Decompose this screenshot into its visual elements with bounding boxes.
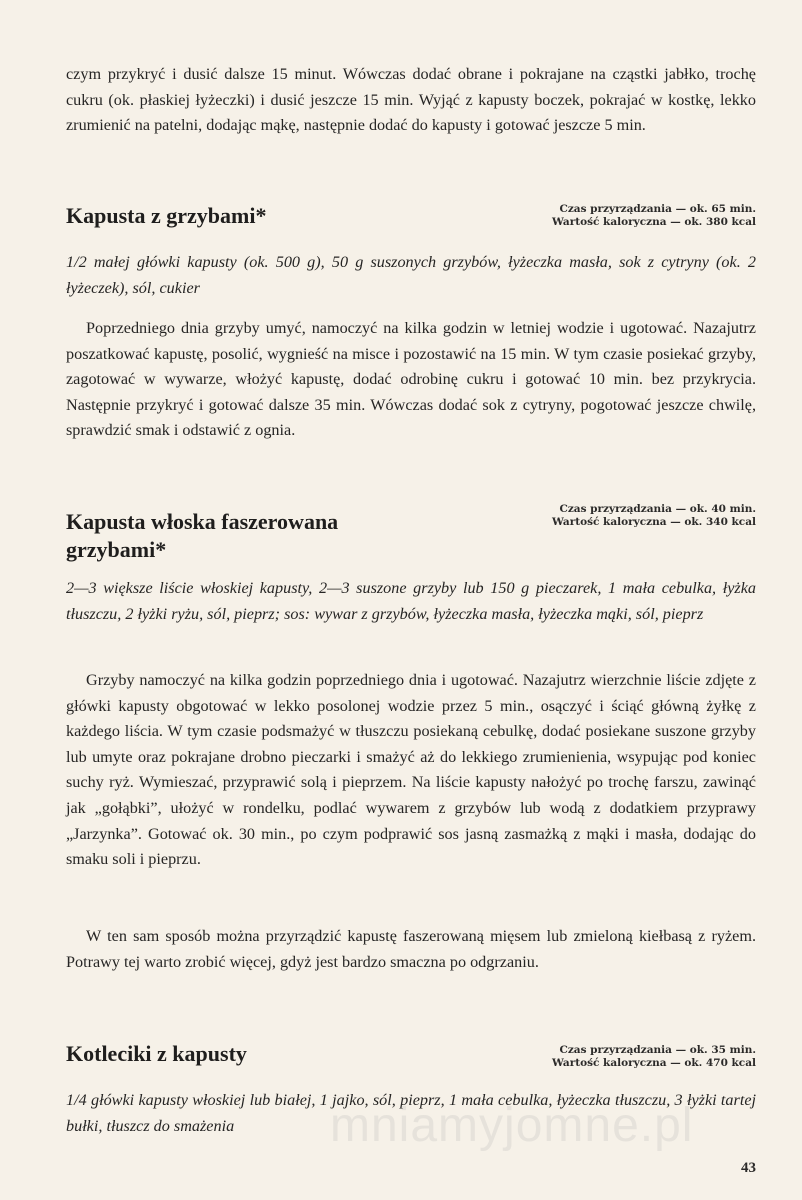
calories: Wartość kaloryczna — ok. 340 kcal — [552, 516, 756, 528]
calories: Wartość kaloryczna — ok. 380 kcal — [552, 216, 756, 228]
prep-time: Czas przyrządzania — ok. 65 min. — [559, 203, 756, 215]
ingredients-list: 2—3 większe liście włoskiej kapusty, 2—3 suszone grzyby lub 150 g pieczarek, 1 mała cebulka, łyżka tłuszczu, 2 łyżki ryżu, sól, pieprz; sos: wywar z grzybów, łyżeczka masła, łyżeczka mąki, sól, pieprz — [66, 579, 756, 623]
calories: Wartość kaloryczna — ok. 470 kcal — [552, 1057, 756, 1069]
instructions-paragraph: W ten sam sposób można przyrządzić kapustę faszerowaną mięsem lub zmieloną kiełbasą z ryżem. Potrawy tej warto zrobić więcej, gdyż jest bardzo smaczna po odgrzaniu. — [66, 927, 756, 971]
page-number: 43 — [741, 1160, 756, 1176]
recipe-meta — [552, 203, 756, 229]
recipe-meta — [552, 1044, 756, 1070]
instructions-paragraph: Grzyby namoczyć na kilka godzin poprzedniego dnia i ugotować. Nazajutrz wierzchnie liście zdjęte z główki kapusty obgotować w lekko posolonej wodzie przez 5 min., osączyć i ściąć główną żyłkę z każdego liścia. W tym czasie podsmażyć w tłuszczu posiekaną cebulkę, dodać posiekane suszone grzyby lub umyte oraz pokrajane drobno pieczarki i smażyć aż do lekkiego zrumienienia, wsypując pod koniec suchy ryż. Wymieszać, przyprawić solą i pieprzem. Na liście kapusty nałożyć po trochę farszu, zawinąć jak „gołąbki”, ułożyć w rondelku, podlać wywarem z grzybów lub wodą z dodatkiem przyprawy „Jarzynka”. Gotować ok. 30 min., po czym podprawić sos jasną zasmażką z mąki i masła, dodając do smaku soli i pieprzu. — [66, 671, 756, 869]
watermark: mniamyjomne.pl — [330, 1099, 694, 1152]
recipe-title-kapusta-wloska-faszerowana: Kapusta włoska faszerowana grzybami* — [66, 509, 339, 562]
recipe-title-kotleciki-z-kapusty: Kotleciki z kapusty — [66, 1041, 247, 1066]
instructions-paragraph: Poprzedniego dnia grzyby umyć, namoczyć na kilka godzin w letniej wodzie i ugotować. Nazajutrz poszatkować kapustę, posolić, wygnieść na misce i pozostawić na 15 min. W tym czasie posiekać grzyby, zagotować w wywarze, włożyć kapustę, dodać odrobinę cukru i gotować 10 min. bez przykrycia. Następnie przykryć i gotować dalsze 35 min. Wówczas dodać sok z cytryny, pogotować jeszcze chwilę, sprawdzić smak i odstawić z ognia. — [66, 319, 756, 440]
recipe-title-kapusta-z-grzybami: Kapusta z grzybami* — [66, 203, 267, 228]
ingredients-list: 1/4 główki kapusty włoskiej lub białej, 1 jajko, sól, pieprz, 1 mała cebulka, łyżeczka tłuszczu, 3 łyżki tartej bułki, tłuszcz do smażenia — [66, 1091, 756, 1135]
ingredients-list: 1/2 małej główki kapusty (ok. 500 g), 50 g suszonych grzybów, łyżeczka masła, sok z cytryny (ok. 2 łyżeczek), sól, cukier — [66, 253, 756, 297]
continued-paragraph: czym przykryć i dusić dalsze 15 minut. Wówczas dodać obrane i pokrajane na cząstki jabłko, trochę cukru (ok. płaskiej łyżeczki) i dusić jeszcze 15 min. Wyjąć z kapusty boczek, pokrajać w kostkę, lekko zrumienić na patelni, dodając mąkę, następnie dodać do kapusty i gotować jeszcze 5 min. — [66, 65, 756, 135]
prep-time: Czas przyrządzania — ok. 40 min. — [559, 503, 756, 515]
prep-time: Czas przyrządzania — ok. 35 min. — [559, 1044, 756, 1056]
recipe-meta — [552, 503, 756, 529]
